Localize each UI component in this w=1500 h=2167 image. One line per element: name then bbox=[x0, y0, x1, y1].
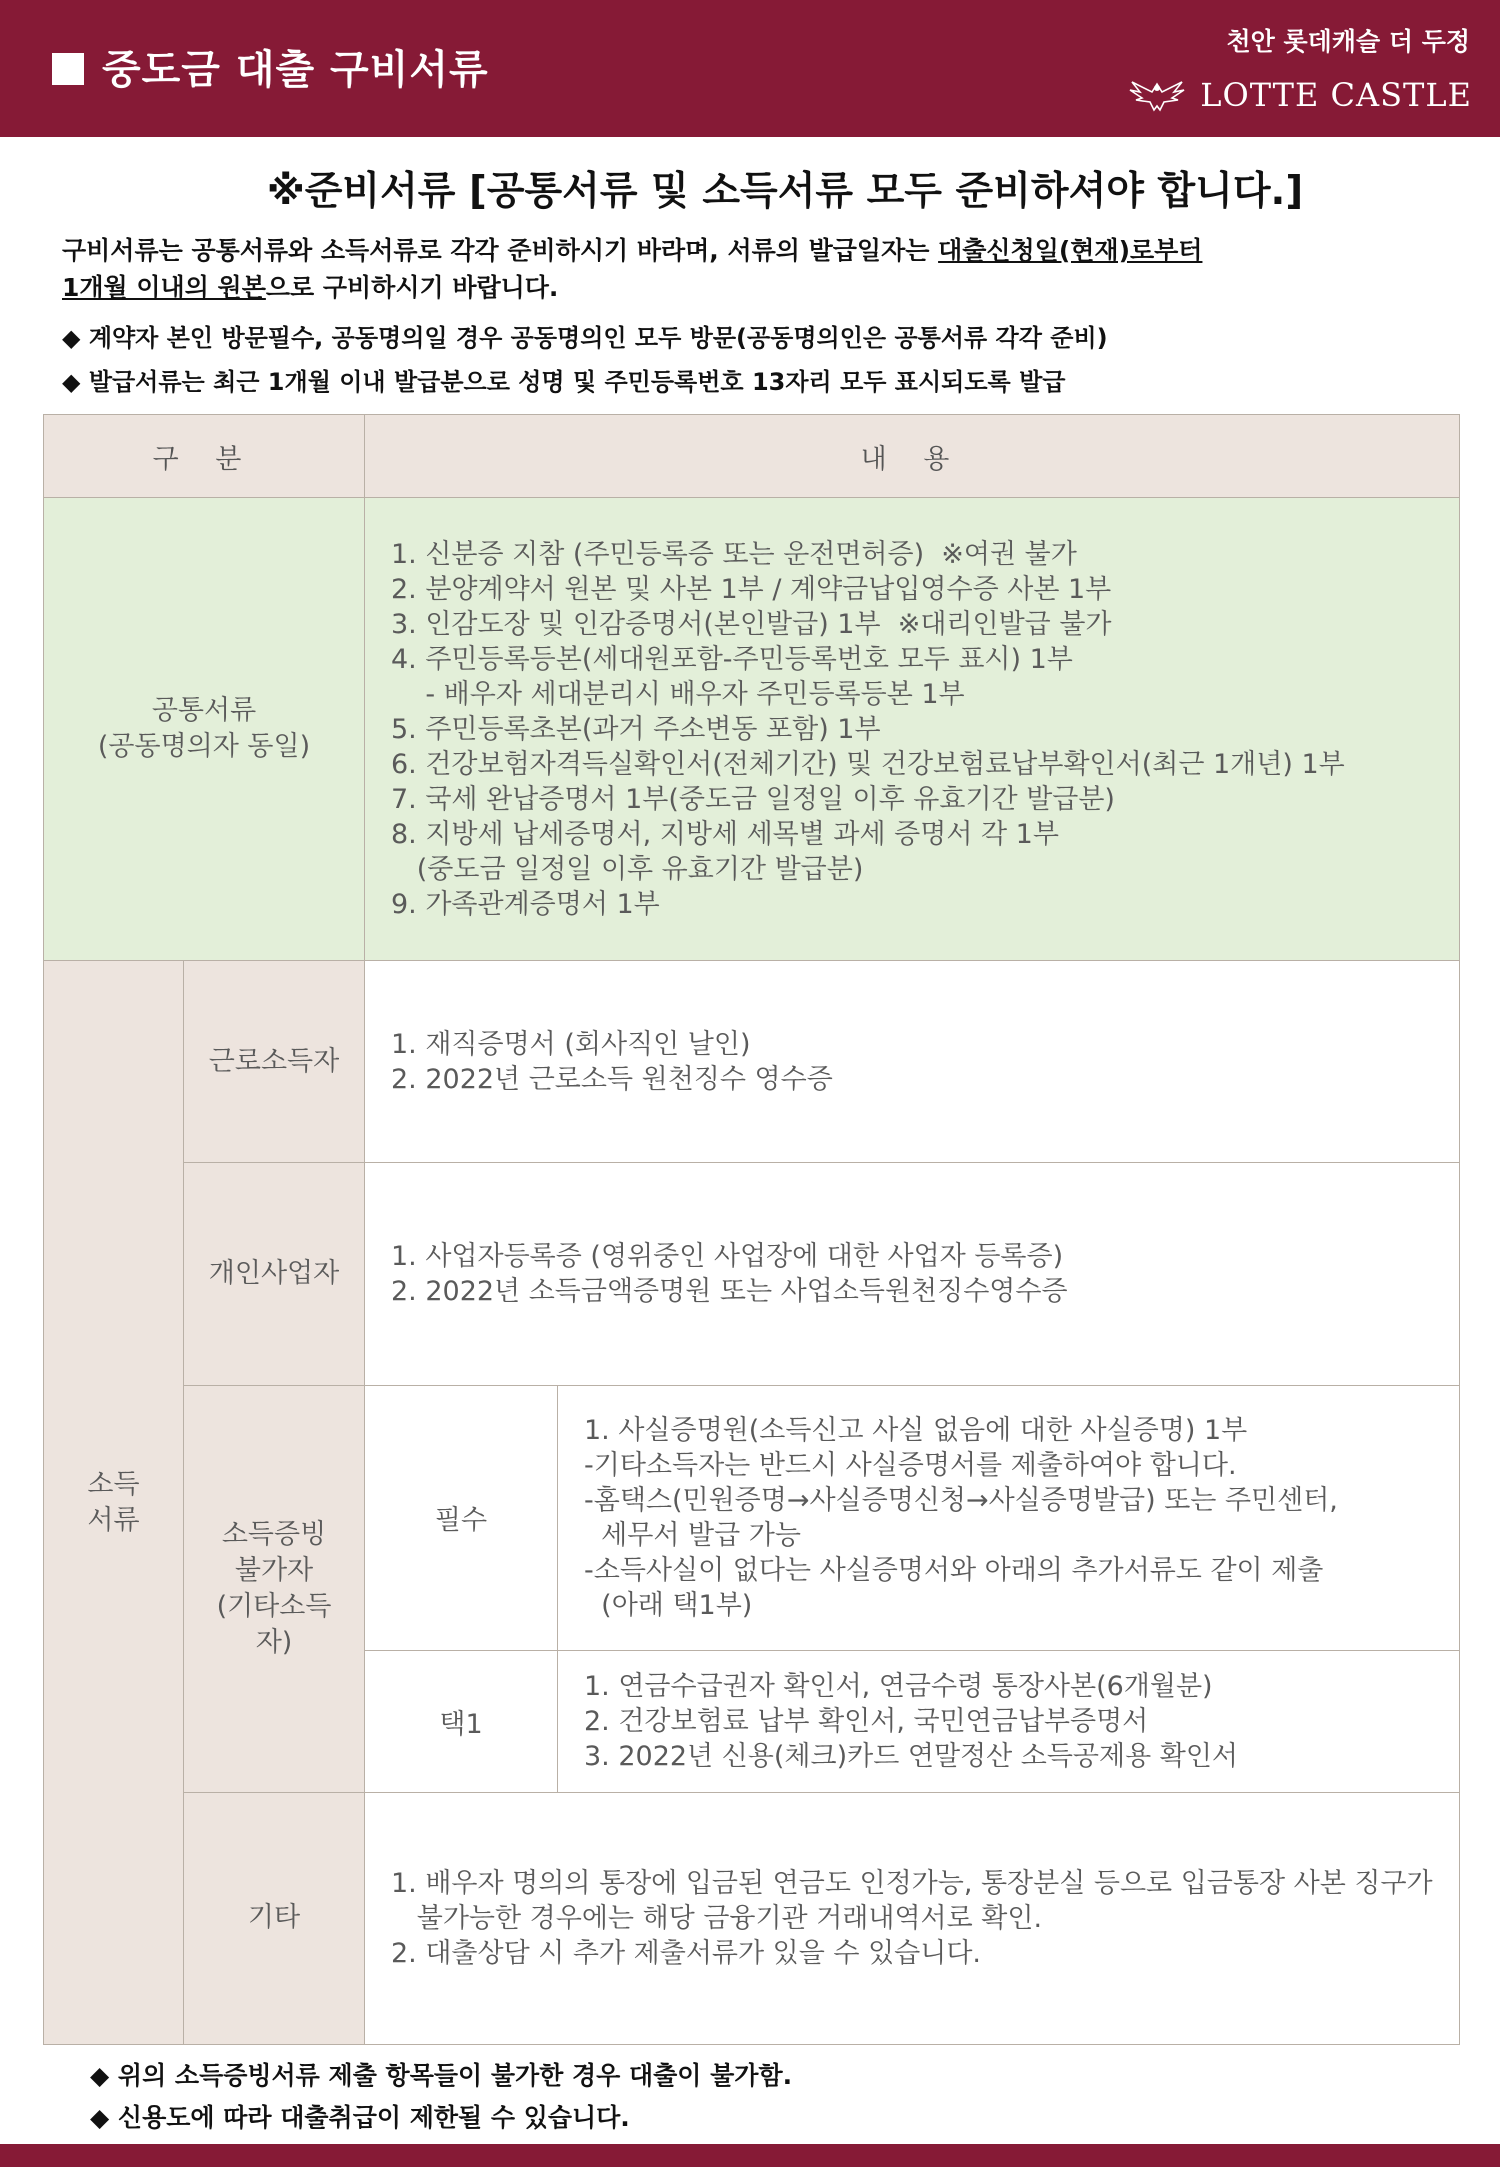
other-income-label-line: 자) bbox=[255, 1626, 293, 1658]
intro-line-1 bbox=[62, 232, 1202, 269]
intro-line-1-underline: 대출신청일(현재)로부터 bbox=[938, 236, 1203, 265]
page-title-text: 중도금 대출 구비서류 bbox=[102, 47, 489, 93]
main-title: ※준비서류 [공통서류 및 소득서류 모두 준비하셔야 합니다.] bbox=[266, 169, 1304, 214]
list-item: 1. 재직증명서 (회사직인 날인) bbox=[391, 1028, 751, 1060]
required-list bbox=[558, 1385, 1460, 1650]
header-category: 구 분 bbox=[44, 415, 365, 498]
common-docs-label-line: (공동명의자 동일) bbox=[97, 731, 311, 763]
page-header bbox=[0, 0, 1500, 137]
footer-note: ◆ 신용도에 따라 대출취급이 제한될 수 있습니다. bbox=[90, 2103, 630, 2132]
other-income-label bbox=[184, 1385, 365, 1792]
header-content: 내 용 bbox=[365, 415, 1460, 498]
list-item: 1. 신분증 지참 (주민등록증 또는 운전면허증) ※여권 불가 bbox=[391, 538, 1077, 570]
list-item: 1. 사업자등록증 (영위중인 사업장에 대한 사업자 등록증) bbox=[391, 1241, 1064, 1272]
documents-table bbox=[43, 414, 1460, 2045]
earned-income-list bbox=[365, 961, 1460, 1163]
intro-line-2-text: 으로 구비하시기 바랍니다. bbox=[265, 273, 559, 302]
list-item: 3. 2022년 신용(체크)카드 연말정산 소득공제용 확인서 bbox=[584, 1740, 1239, 1772]
income-docs-label-line: 소득 bbox=[87, 1468, 140, 1500]
etc-label: 기타 bbox=[184, 1792, 365, 2044]
list-item: 1. 연금수급권자 확인서, 연금수령 통장사본(6개월분) bbox=[584, 1670, 1213, 1702]
list-item: 7. 국세 완납증명서 1부(중도금 일정일 이후 유효기간 발급분) bbox=[391, 783, 1115, 815]
other-income-required-row bbox=[44, 1385, 1460, 1650]
choose-one-list bbox=[558, 1650, 1460, 1792]
list-item: 2. 2022년 소득금액증명원 또는 사업소득원천징수영수증 bbox=[391, 1276, 1068, 1307]
list-item: 1. 사실증명원(소득신고 사실 없음에 대한 사실증명) 1부 bbox=[584, 1414, 1248, 1446]
list-item: 4. 주민등록등본(세대원포함-주민등록번호 모두 표시) 1부 bbox=[391, 643, 1073, 675]
list-item: 2. 건강보험료 납부 확인서, 국민연금납부증명서 bbox=[584, 1705, 1149, 1737]
list-item: 6. 건강보험자격득실확인서(전체기간) 및 건강보험료납부확인서(최근 1개년) 1부 bbox=[391, 748, 1345, 780]
notice-bullet: ◆ 발급서류는 최근 1개월 이내 발급분으로 성명 및 주민등록번호 13자리 모두 표시되도록 발급 bbox=[62, 368, 1066, 396]
eagle-emblem-icon bbox=[1128, 78, 1186, 112]
list-item: (아래 택1부) bbox=[584, 1589, 753, 1621]
income-docs-label-line: 서류 bbox=[87, 1504, 140, 1536]
list-item: 8. 지방세 납세증명서, 지방세 세목별 과세 증명서 각 1부 bbox=[391, 818, 1059, 850]
list-item: -홈택스(민원증명→사실증명신청→사실증명발급) 또는 주민센터, bbox=[584, 1484, 1338, 1516]
brand-name: LOTTE CASTLE bbox=[1200, 76, 1472, 114]
income-docs-label bbox=[44, 961, 184, 2045]
list-item: -소득사실이 없다는 사실증명서와 아래의 추가서류도 같이 제출 bbox=[584, 1554, 1324, 1586]
page-title bbox=[52, 38, 489, 95]
notice-bullets bbox=[62, 316, 1108, 404]
business-row bbox=[44, 1163, 1460, 1385]
list-item: 1. 배우자 명의의 통장에 입금된 연금도 인정가능, 통장분실 등으로 입금통장 사본 징구가 bbox=[391, 1867, 1433, 1899]
list-item: 2. 분양계약서 원본 및 사본 1부 / 계약금납입영수증 사본 1부 bbox=[391, 573, 1112, 605]
list-item: 2. 2022년 근로소득 원천징수 영수증 bbox=[391, 1063, 833, 1095]
common-docs-list bbox=[365, 498, 1460, 961]
intro-line-2-underline: 1개월 이내의 원본 bbox=[62, 273, 266, 302]
required-label: 필수 bbox=[365, 1385, 558, 1650]
footer-note: ◆ 위의 소득증빙서류 제출 항목들이 불가한 경우 대출이 불가함. bbox=[90, 2061, 793, 2090]
intro-text bbox=[62, 232, 1202, 306]
earned-income-label: 근로소득자 bbox=[184, 961, 365, 1163]
intro-line-1-text: 구비서류는 공통서류와 소득서류로 각각 준비하시기 바라며, 서류의 발급일자는 bbox=[62, 236, 939, 265]
footer-notes bbox=[90, 2055, 792, 2139]
table-header-row bbox=[44, 415, 1460, 498]
other-income-label-line: 소득증빙 bbox=[221, 1518, 327, 1550]
intro-line-2 bbox=[62, 269, 1202, 306]
list-item: (중도금 일정일 이후 유효기간 발급분) bbox=[391, 853, 864, 885]
etc-list bbox=[365, 1792, 1460, 2044]
business-list bbox=[365, 1163, 1460, 1385]
notice-bullet: ◆ 계약자 본인 방문필수, 공동명의일 경우 공동명의인 모두 방문(공동명의인은 공통서류 각각 준비) bbox=[62, 324, 1108, 352]
list-item: 세무서 발급 가능 bbox=[584, 1519, 801, 1551]
etc-row bbox=[44, 1792, 1460, 2044]
list-item: 불가능한 경우에는 해당 금융기관 거래내역서로 확인. bbox=[391, 1902, 1043, 1934]
common-docs-label bbox=[44, 498, 365, 961]
other-income-label-line: 불가자 bbox=[234, 1554, 314, 1586]
list-item: 5. 주민등록초본(과거 주소변동 포함) 1부 bbox=[391, 713, 881, 745]
brand-logo bbox=[1128, 76, 1472, 114]
business-label: 개인사업자 bbox=[184, 1163, 365, 1385]
other-income-label-line: (기타소득 bbox=[216, 1590, 332, 1622]
list-item: 9. 가족관계증명서 1부 bbox=[391, 888, 660, 920]
earned-income-row bbox=[44, 961, 1460, 1163]
list-item: 2. 대출상담 시 추가 제출서류가 있을 수 있습니다. bbox=[391, 1937, 981, 1969]
list-item: - 배우자 세대분리시 배우자 주민등록등본 1부 bbox=[391, 678, 965, 710]
list-item: -기타소득자는 반드시 사실증명서를 제출하여야 합니다. bbox=[584, 1449, 1237, 1481]
common-docs-row bbox=[44, 498, 1460, 961]
square-bullet-icon bbox=[52, 53, 84, 85]
choose-one-label: 택1 bbox=[365, 1650, 558, 1792]
common-docs-label-line: 공통서류 bbox=[151, 695, 257, 727]
bottom-bar bbox=[0, 2144, 1500, 2167]
site-name: 천안 롯데캐슬 더 두정 bbox=[1226, 27, 1470, 56]
list-item: 3. 인감도장 및 인감증명서(본인발급) 1부 ※대리인발급 불가 bbox=[391, 608, 1112, 640]
